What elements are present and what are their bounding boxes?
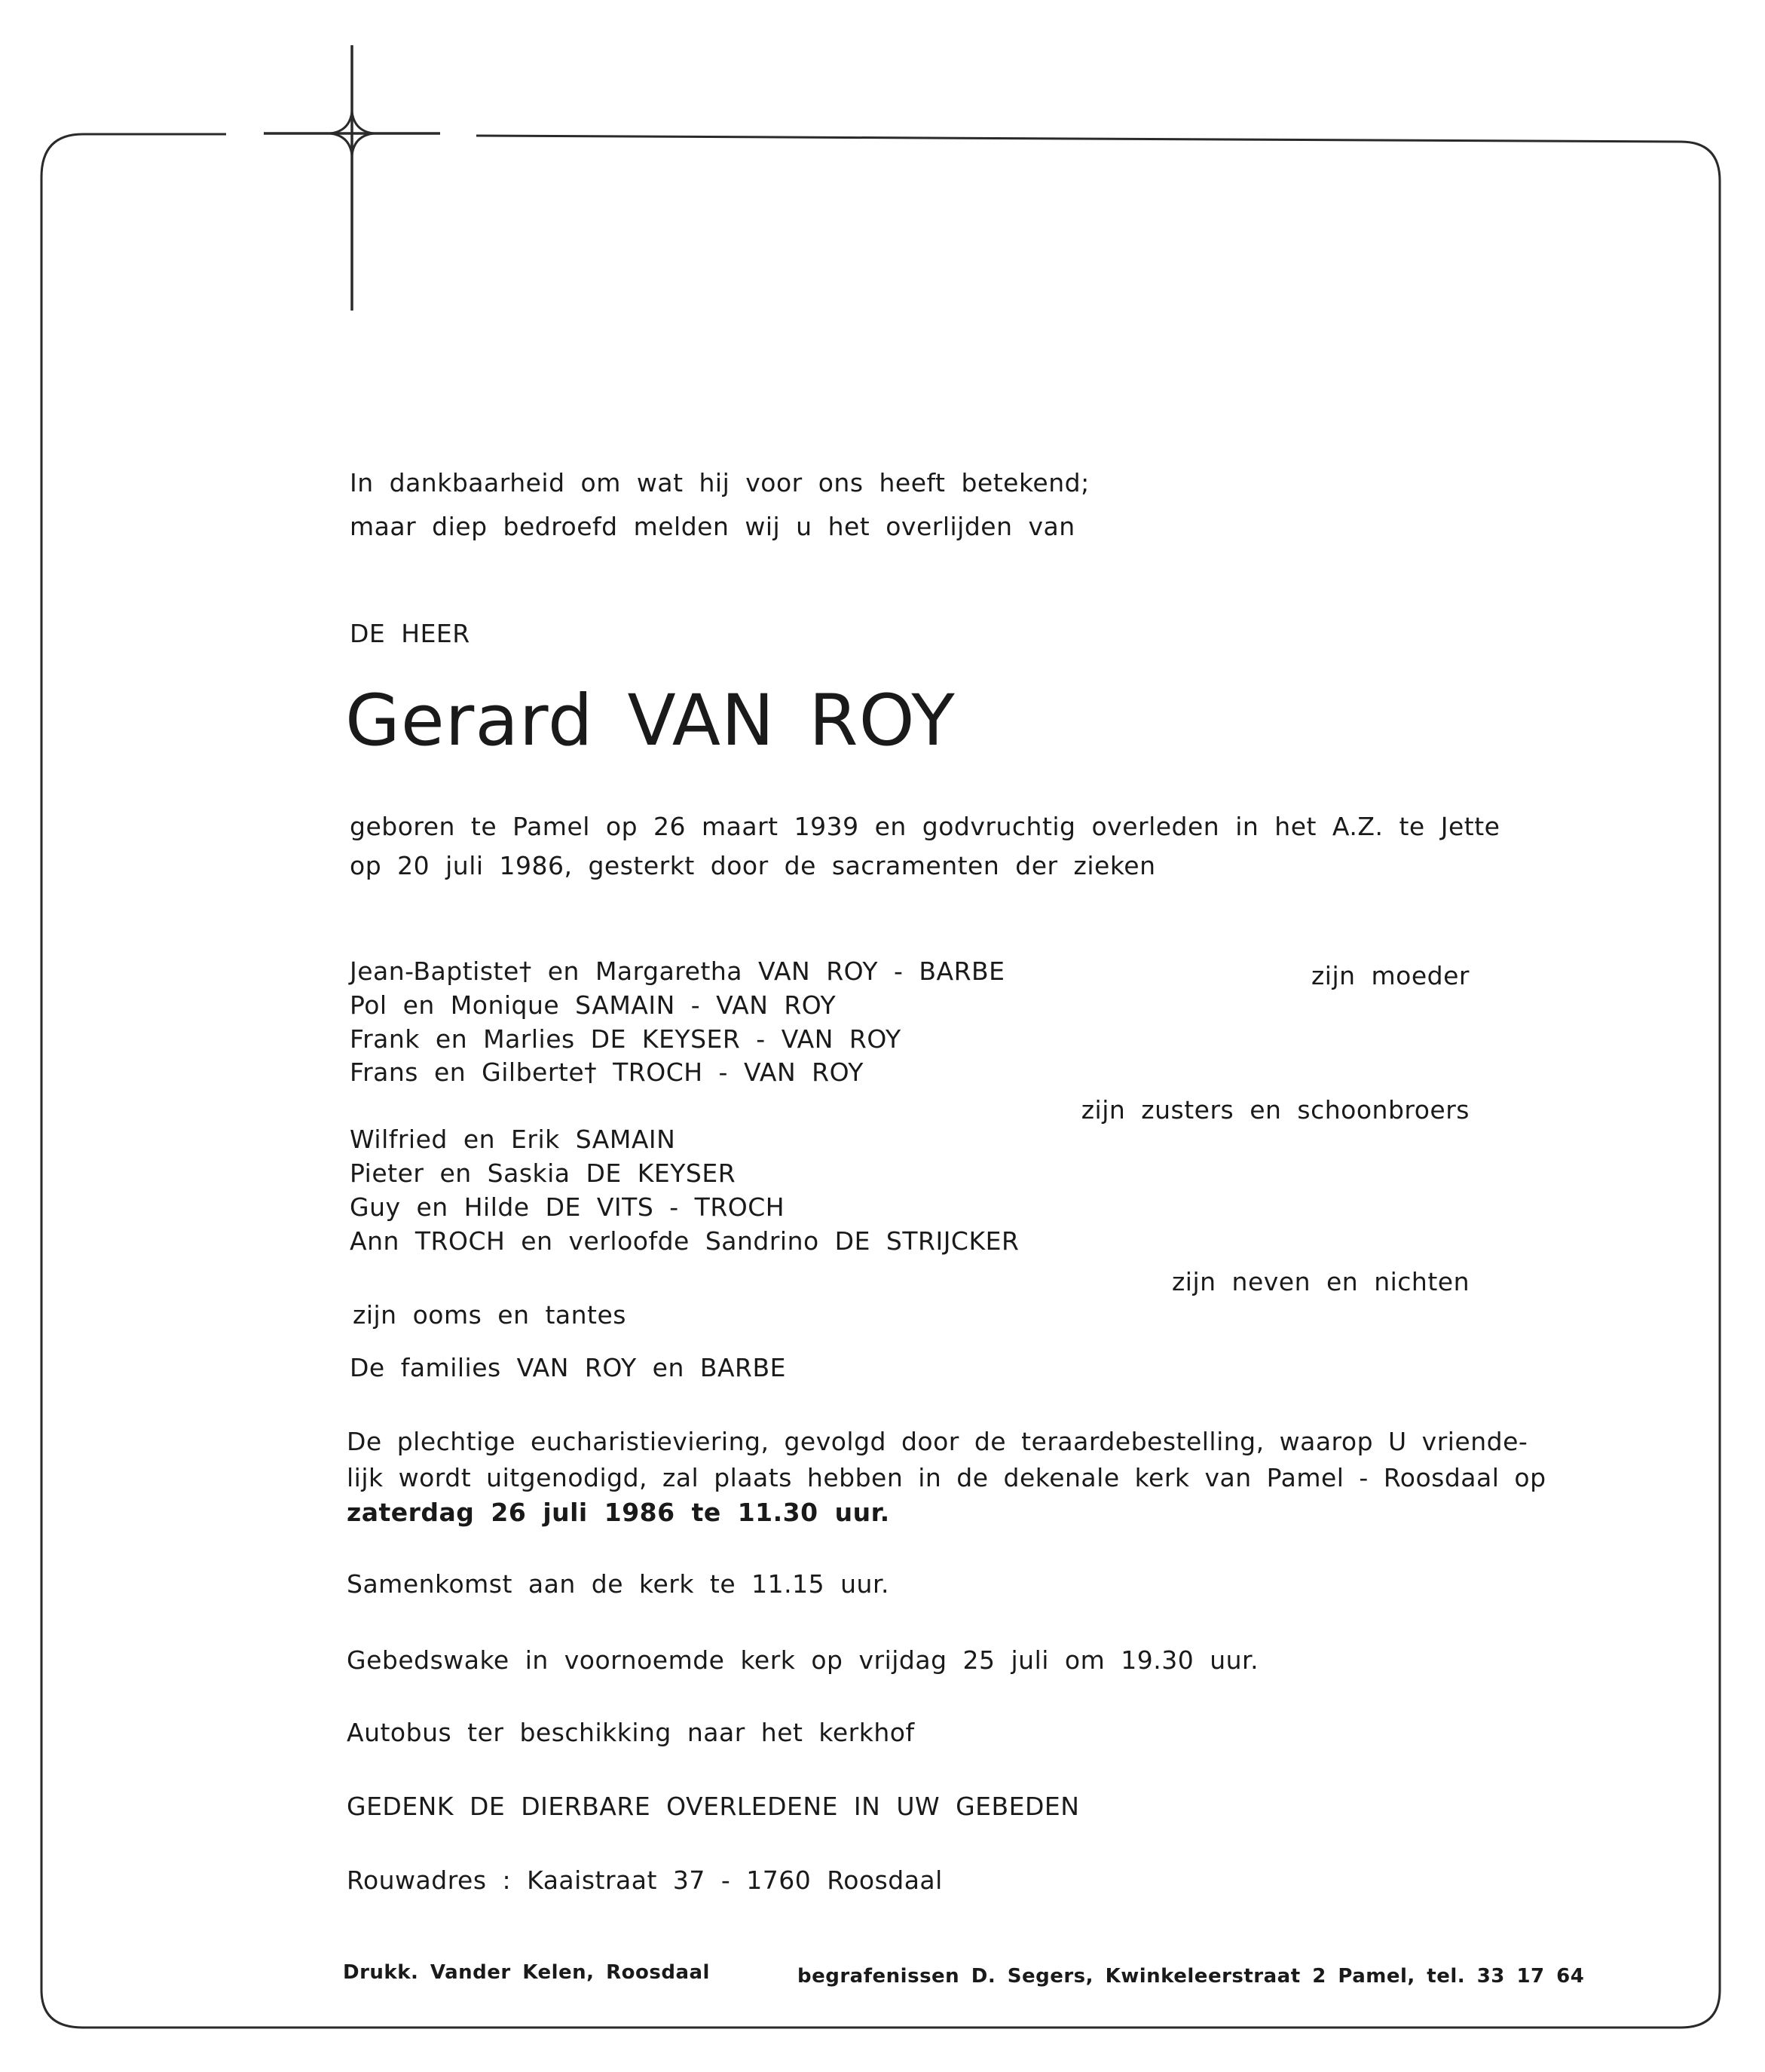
nephew-3: Guy en Hilde DE VITS - TROCH bbox=[350, 1192, 785, 1222]
family-parents: Jean-Baptiste† en Margaretha VAN ROY - BARBE bbox=[350, 956, 1005, 986]
birth-line-2: op 20 juli 1986, gesterkt door de sacramenten der zieken bbox=[350, 851, 1156, 880]
relation-siblings: zijn zusters en schoonbroers bbox=[1081, 1095, 1470, 1125]
nephew-4: Ann TROCH en verloofde Sandrino DE STRIJCKER bbox=[350, 1226, 1020, 1256]
address-line: Rouwadres : Kaaistraat 37 - 1760 Roosdaal bbox=[347, 1865, 943, 1895]
gathering-line: Samenkomst aan de kerk te 11.15 uur. bbox=[347, 1569, 889, 1599]
nephew-2: Pieter en Saskia DE KEYSER bbox=[350, 1158, 736, 1188]
intro-line-1: In dankbaarheid om wat hij voor ons heeft betekend; bbox=[350, 468, 1090, 497]
cross-icon bbox=[264, 45, 440, 311]
sibling-3: Frans en Gilberte† TROCH - VAN ROY bbox=[350, 1057, 864, 1087]
relation-nephews: zijn neven en nichten bbox=[1171, 1267, 1470, 1296]
relation-uncles: zijn ooms en tantes bbox=[353, 1300, 626, 1330]
remember-line: GEDENK DE DIERBARE OVERLEDENE IN UW GEBEDEN bbox=[347, 1792, 1080, 1821]
deceased-name: Gerard VAN ROY bbox=[345, 680, 956, 762]
printer-credit: Drukk. Vander Kelen, Roosdaal bbox=[343, 1961, 710, 1984]
ceremony-line-2: lijk wordt uitgenodigd, zal plaats hebben in de dekenale kerk van Pamel - Roosdaal op bbox=[347, 1463, 1546, 1492]
sibling-2: Frank en Marlies DE KEYSER - VAN ROY bbox=[350, 1024, 901, 1054]
vigil-line: Gebedswake in voornoemde kerk op vrijdag 25 juli om 19.30 uur. bbox=[347, 1645, 1259, 1675]
sibling-1: Pol en Monique SAMAIN - VAN ROY bbox=[350, 990, 837, 1020]
nephew-1: Wilfried en Erik SAMAIN bbox=[350, 1125, 676, 1154]
deceased-title: DE HEER bbox=[350, 619, 470, 648]
bus-line: Autobus ter beschikking naar het kerkhof bbox=[347, 1718, 915, 1747]
families-line: De families VAN ROY en BARBE bbox=[350, 1353, 786, 1382]
relation-mother: zijn moeder bbox=[1311, 961, 1470, 990]
intro-line-2: maar diep bedroefd melden wij u het overlijden van bbox=[350, 512, 1075, 541]
birth-line-1: geboren te Pamel op 26 maart 1939 en godvruchtig overleden in het A.Z. te Jette bbox=[350, 812, 1500, 841]
ceremony-line-1: De plechtige eucharistieviering, gevolgd door de teraardebestelling, waarop U vriende- bbox=[347, 1427, 1528, 1456]
ceremony-date: zaterdag 26 juli 1986 te 11.30 uur. bbox=[347, 1498, 890, 1527]
undertaker-credit: begrafenissen D. Segers, Kwinkeleerstraat 2 Pamel, tel. 33 17 64 bbox=[797, 1965, 1585, 1988]
